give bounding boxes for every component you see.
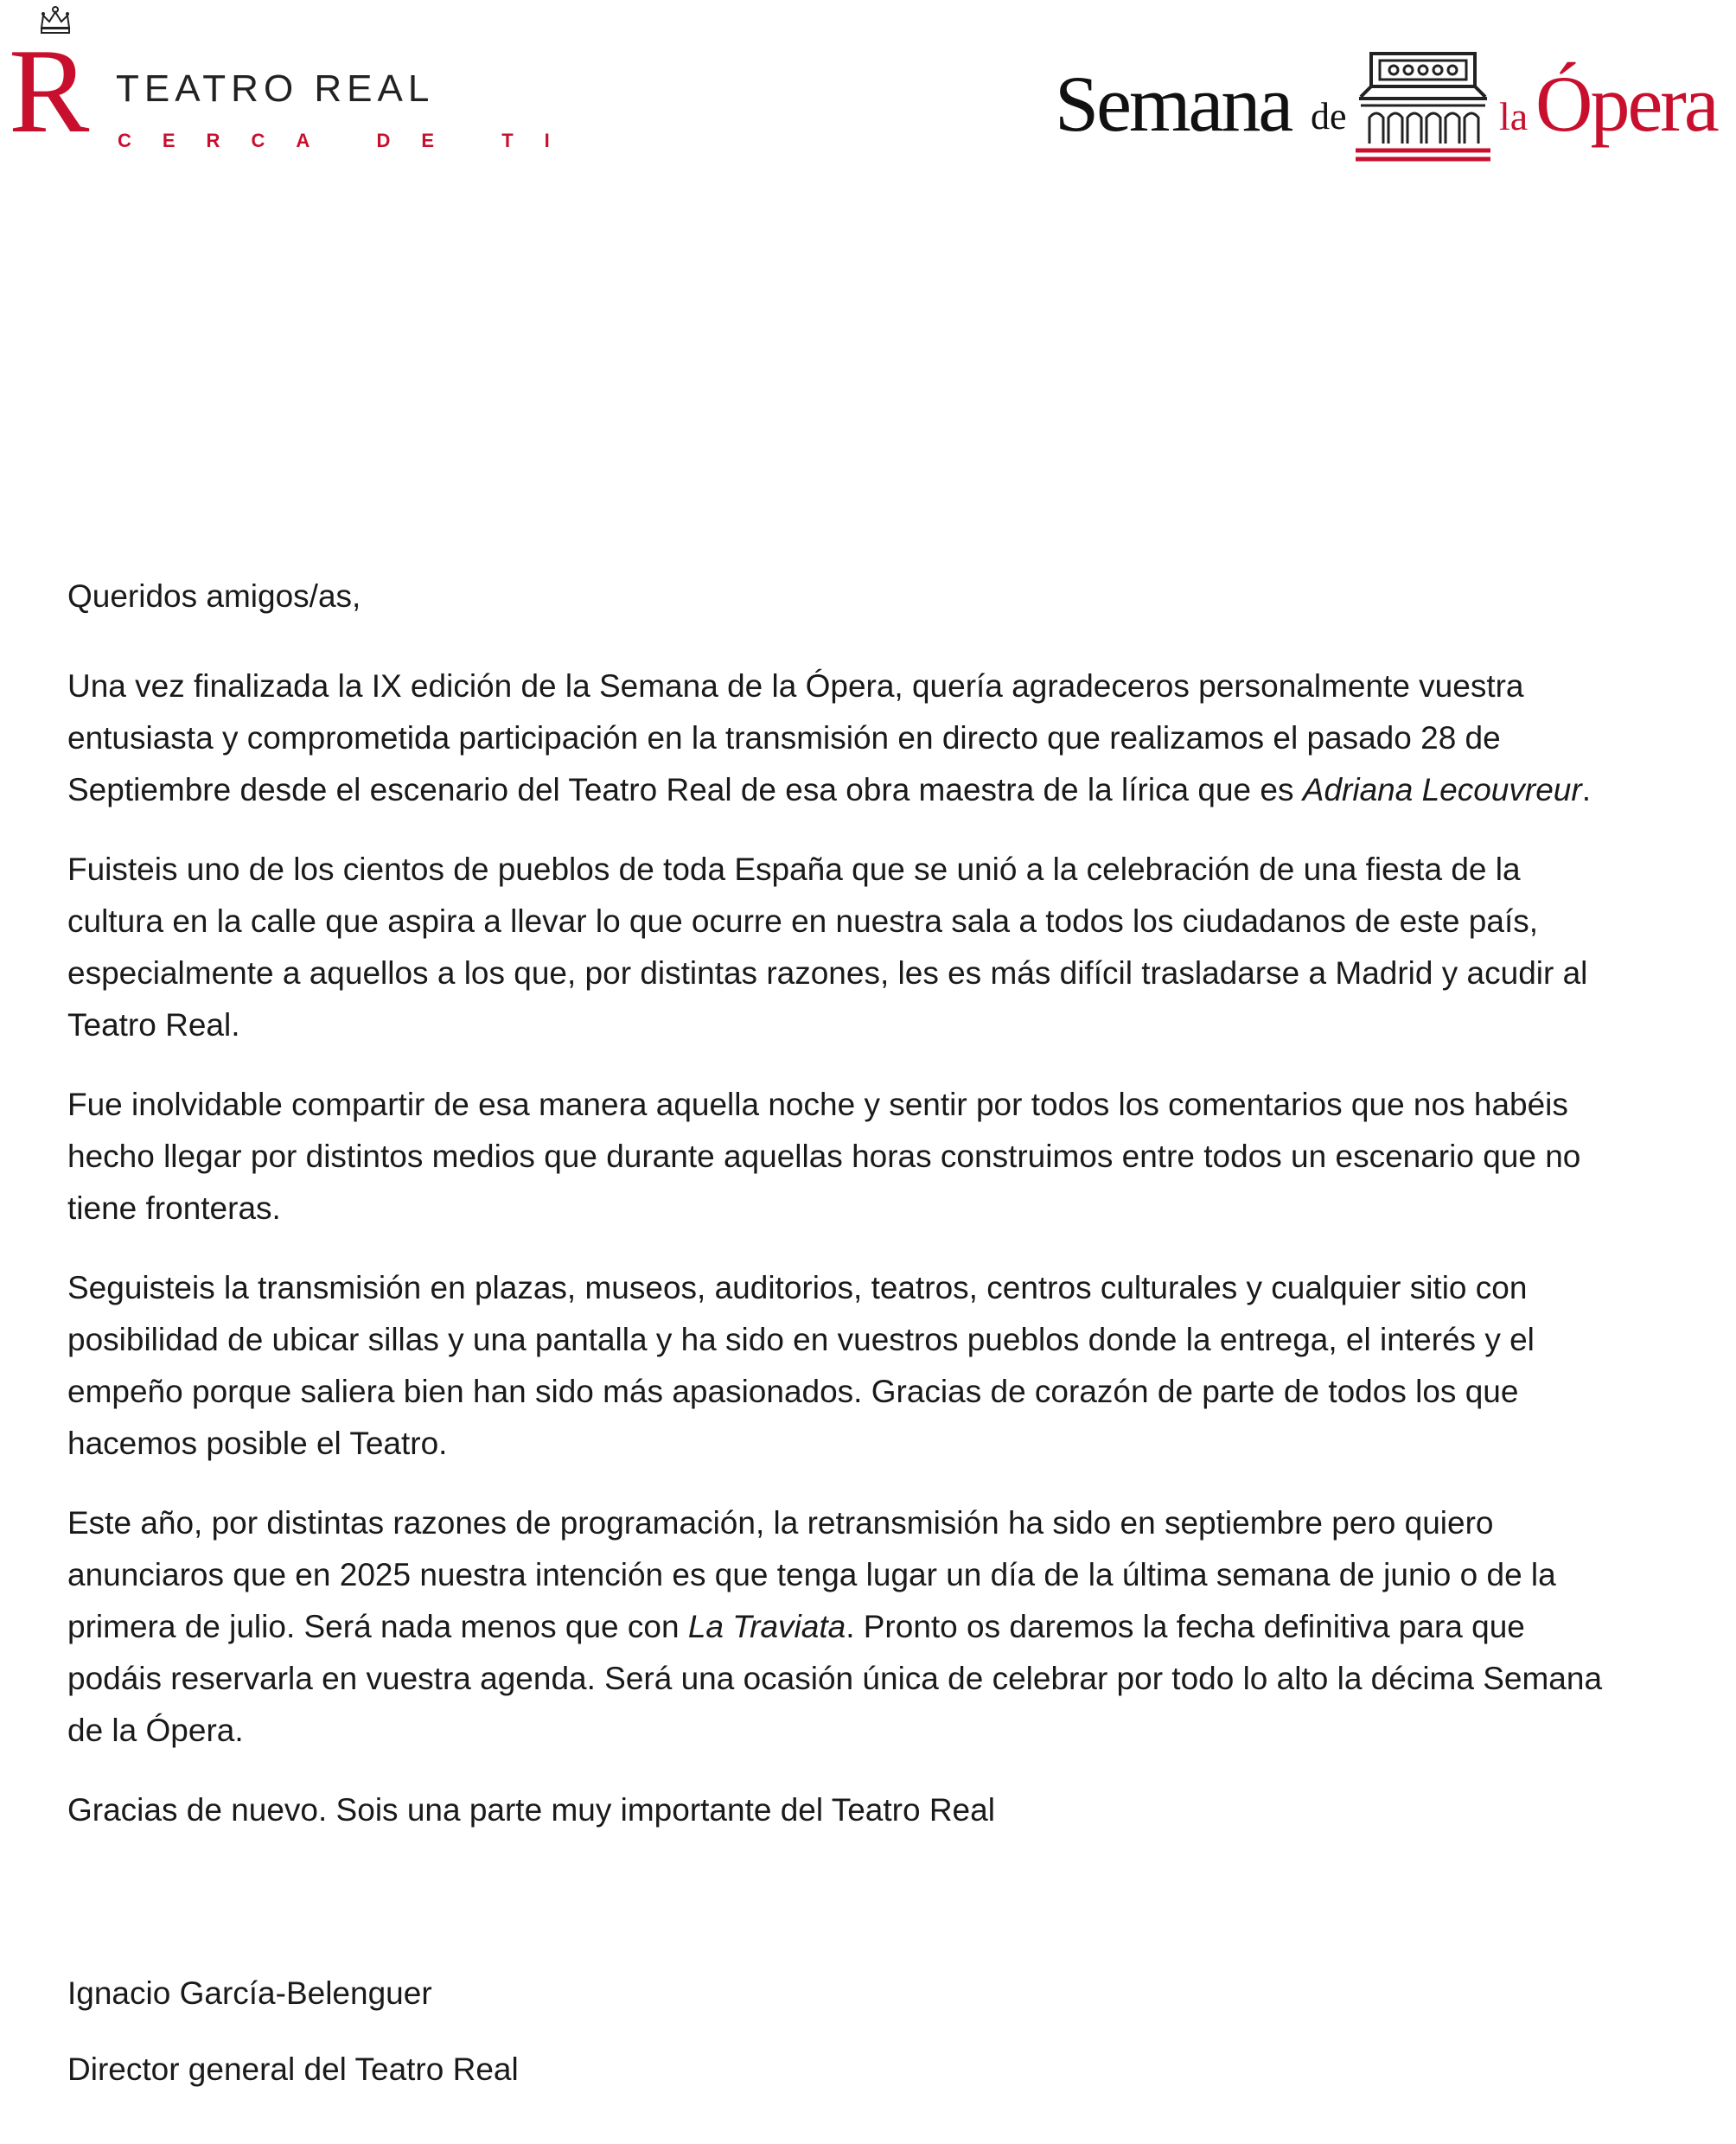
logo-word-la: la: [1499, 94, 1529, 138]
letter-paragraph-1: [67, 660, 1606, 816]
teatro-real-monogram: R: [9, 24, 90, 158]
letter-greeting: Queridos amigos/as,: [67, 578, 361, 614]
signature-name: Ignacio García-Belenguer: [67, 1975, 432, 2011]
logo-word-opera: Ópera: [1535, 60, 1717, 148]
paragraph-1-text: Una vez finalizada la IX edición de la Semana de la Ópera, quería agradeceros personalmente vuestra entusiasta y comprometida participación en la transmisión en directo que realizamos el pasado 28 de Septiembre desde el escenario del Teatro Real de esa obra maestra de la lírica que es: [67, 668, 1524, 807]
teatro-real-tagline: CERCA DE TI: [118, 130, 581, 151]
letter-paragraph-2: Fuisteis uno de los cientos de pueblos de toda España que se unió a la celebración de una fiesta de la cultura en la calle que aspira a llevar lo que ocurre en nuestra sala a todos los ciudadanos de este país, especialmente a aquellos a los que, por distintas razones, les es más difícil trasladarse a Madrid y acudir al Teatro Real.: [67, 852, 1588, 1043]
signature-title: Director general del Teatro Real: [67, 2051, 519, 2087]
opera-title-traviata: La Traviata: [687, 1609, 846, 1644]
semana-opera-logo: [1055, 41, 1729, 171]
letter-paragraph-6: Gracias de nuevo. Sois una parte muy importante del Teatro Real: [67, 1792, 995, 1828]
opera-title-adriana: Adriana Lecouvreur: [1302, 772, 1582, 807]
teatro-real-logo: [0, 0, 581, 164]
paragraph-5-text: Este año, por distintas razones de programación, la retransmisión ha sido en septiembre pero quiero anunciaros que en 2025 nuestra intención es que tenga lugar un día de la última semana de junio o de la primera de julio. Será nada menos que con: [67, 1505, 1556, 1644]
logo-word-semana: Semana: [1055, 60, 1292, 148]
letter-paragraph-4: Seguisteis la transmisión en plazas, museos, auditorios, teatros, centros culturales y cualquier sitio con posibilidad de ubicar sillas y una pantalla y ha sido en vuestros pueblos donde la entrega, el interés y el empeño porque saliera bien han sido más apasionados. Gracias de corazón de parte de todos los que hacemos posible el Teatro.: [67, 1270, 1535, 1461]
signature-spacer: [67, 1864, 1606, 1968]
letter-paragraph-5: [67, 1497, 1606, 1757]
logo-word-de: de: [1311, 95, 1347, 137]
letter-body: [67, 571, 1606, 2123]
paragraph-1-end: .: [1581, 772, 1591, 807]
paragraph-5-end: . Pronto os daremos la fecha definitiva para que podáis reservarla en vuestra agenda. Será una ocasión única de celebrar por todo lo alto la décima Semana de la Ópera.: [67, 1609, 1603, 1748]
letter-paragraph-3: Fue inolvidable compartir de esa manera aquella noche y sentir por todos los comentarios que nos habéis hecho llegar por distintos medios que durante aquellas horas construimos entre todos un escenario que no tiene fronteras.: [67, 1087, 1581, 1226]
opera-house-icon: [1354, 48, 1492, 163]
teatro-real-name: TEATRO REAL: [116, 67, 435, 110]
